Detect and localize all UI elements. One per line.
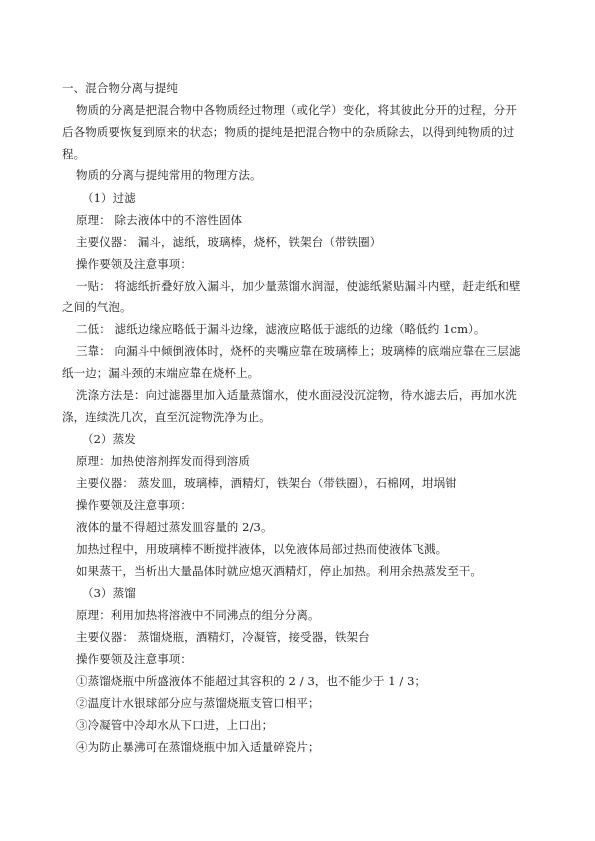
filtration-one-stick-2: 之间的气泡。: [62, 300, 132, 314]
evaporation-notes-heading: 操作要领及注意事项：: [76, 498, 192, 512]
distillation-notes-heading: 操作要领及注意事项：: [76, 652, 192, 666]
evaporation-note-1: 液体的量不得超过蒸发皿容量的 2/3。: [76, 520, 273, 534]
distillation-note-1: ①蒸馏烧瓶中所盛液体不能超过其容积的 2 / 3，也不能少于 1 / 3；: [76, 674, 427, 688]
filtration-heading: （1）过滤: [82, 191, 136, 205]
distillation-principle: 原理：利用加热将溶液中不同沸点的组分分离。: [76, 608, 320, 622]
filtration-washing-2: 涤，连续洗几次，直至沉淀物洗净为止。: [62, 410, 271, 424]
section-title: 一、混合物分离与提纯: [62, 81, 178, 95]
distillation-instruments: 主要仪器： 蒸馏烧瓶，酒精灯，冷凝管，接受器，铁架台: [76, 630, 370, 644]
filtration-three-lean-1: 三靠： 向漏斗中倾倒液体时，烧杯的夹嘴应靠在玻璃棒上；玻璃棒的底端应靠在三层滤: [76, 344, 521, 358]
filtration-one-stick-1: 一贴： 将滤纸折叠好放入漏斗，加少量蒸馏水润湿，使滤纸紧贴漏斗内壁，赶走纸和壁: [76, 279, 521, 293]
evaporation-principle: 原理：加热使溶剂挥发而得到溶质: [76, 454, 250, 468]
intro-line-2: 后各物质要恢复到原来的状态；物质的提纯是把混合物中的杂质除去，以得到纯物质的过: [62, 125, 515, 139]
evaporation-note-3: 如果蒸干，当析出大量晶体时就应熄灭酒精灯，停止加热。利用余热蒸发至干。: [76, 564, 482, 578]
distillation-note-2: ②温度计水银球部分应与蒸馏烧瓶支管口相平；: [76, 696, 320, 710]
intro-line-3: 程。: [62, 147, 86, 161]
filtration-two-low: 二低： 滤纸边缘应略低于漏斗边缘，滤液应略低于滤纸的边缘（略低约 1cm）。: [76, 322, 486, 336]
distillation-heading: （3）蒸馏: [82, 586, 136, 600]
filtration-principle: 原理： 除去液体中的不溶性固体: [76, 213, 243, 227]
filtration-three-lean-2: 纸一边；漏斗颈的末端应靠在烧杯上。: [62, 366, 260, 380]
distillation-note-3: ③冷凝管中冷却水从下口进，上口出；: [76, 718, 274, 732]
intro-line-1: 物质的分离是把混合物中各物质经过物理（或化学）变化，将其彼此分开的过程，分开: [76, 103, 517, 117]
filtration-notes-heading: 操作要领及注意事项：: [76, 257, 192, 271]
methods-heading: 物质的分离与提纯常用的物理方法。: [76, 168, 262, 182]
filtration-instruments: 主要仪器： 漏斗，滤纸，玻璃棒，烧杯，铁架台（带铁圈）: [76, 235, 382, 249]
distillation-note-4: ④为防止暴沸可在蒸馏烧瓶中加入适量碎瓷片；: [76, 740, 320, 754]
filtration-washing-1: 洗涤方法是：向过滤器里加入适量蒸馏水，使水面浸没沉淀物，待水滤去后，再加水洗: [76, 388, 517, 402]
evaporation-note-2: 加热过程中，用玻璃棒不断搅拌液体，以免液体局部过热而使液体飞溅。: [76, 542, 448, 556]
evaporation-heading: （2）蒸发: [82, 432, 136, 446]
evaporation-instruments: 主要仪器： 蒸发皿，玻璃棒，酒精灯，铁架台（带铁圈），石棉网，坩埚钳: [76, 476, 457, 490]
